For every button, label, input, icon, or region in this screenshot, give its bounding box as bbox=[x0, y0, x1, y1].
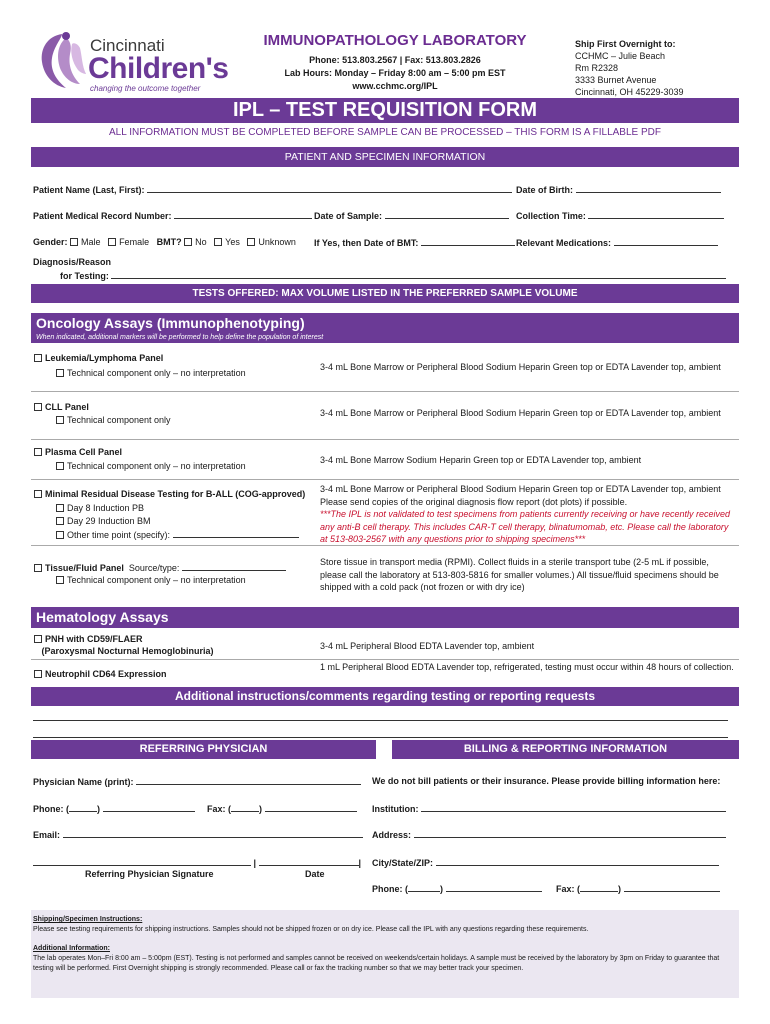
sample-requirements: 3-4 mL Bone Marrow Sodium Heparin Green top or EDTA Lavender top, ambient bbox=[320, 455, 642, 465]
billing-heading: BILLING & REPORTING INFORMATION bbox=[392, 740, 739, 759]
shipping-address-block bbox=[575, 38, 755, 98]
sign-date-input[interactable] bbox=[259, 857, 359, 866]
test-name: Tissue/Fluid Panel bbox=[45, 563, 124, 573]
additional-info-heading: Additional Information: bbox=[33, 945, 110, 952]
date-label: Date bbox=[305, 869, 325, 879]
gender-bmt-row bbox=[33, 237, 296, 247]
referring-physician-heading: REFERRING PHYSICIAN bbox=[31, 740, 376, 759]
date-of-sample-label: Date of Sample: bbox=[314, 211, 383, 221]
option-day8[interactable] bbox=[56, 503, 144, 513]
date-of-sample-field[interactable] bbox=[314, 210, 509, 221]
signature-label: Referring Physician Signature bbox=[85, 869, 214, 879]
female-label: Female bbox=[119, 237, 150, 247]
test-row bbox=[31, 481, 739, 546]
option-label: Technical component only – no interpretation bbox=[67, 368, 246, 378]
hematology-section-bar bbox=[31, 607, 739, 628]
institution-field[interactable] bbox=[372, 803, 726, 814]
checkbox-icon[interactable] bbox=[56, 576, 64, 584]
diagnosis-label-1: Diagnosis/Reason bbox=[33, 257, 112, 267]
mrn-field[interactable] bbox=[33, 210, 312, 221]
test-row bbox=[31, 348, 739, 392]
cincinnati-childrens-logo bbox=[36, 30, 229, 94]
test-name-sub: (Paroxysmal Nocturnal Hemoglobinuria) bbox=[41, 646, 214, 656]
gender-label: Gender: bbox=[33, 237, 68, 247]
mrd-warning: ***The IPL is not validated to test specimens from patients currently receiving or have recently received any anti-B cell therapy. This includes CAR-T cell therapy, blinatumomab, etc. Please call the laboratory at 513-803-2567 with any questions prior to shipping specimens*** bbox=[320, 509, 731, 544]
additional-info-text: The lab operates Mon–Fri 8:00 am – 5:00pm (EST). Testing is not performed and samples cannot be received on weekends/certain holidays. A sample must be received by the laboratory by 3pm on Friday to guarantee that testing will be performed. First Overnight shipping is strongly recommended. Please call or fax the tracking number so that we may better track your specimen. bbox=[33, 955, 720, 972]
sample-requirements bbox=[320, 483, 735, 546]
medications-input[interactable] bbox=[614, 237, 718, 246]
diagnosis-input[interactable] bbox=[111, 270, 726, 279]
option-technical-only[interactable] bbox=[56, 575, 246, 585]
checkbox-icon[interactable] bbox=[34, 490, 42, 498]
city-input[interactable] bbox=[436, 857, 719, 866]
test-plasma-cell-panel[interactable] bbox=[34, 447, 122, 457]
patient-name-input[interactable] bbox=[147, 184, 512, 193]
checkbox-icon[interactable] bbox=[56, 531, 64, 539]
option-other-time[interactable] bbox=[56, 529, 299, 540]
lab-website[interactable]: www.cchmc.org/IPL bbox=[352, 81, 438, 91]
tests-offered-heading: TESTS OFFERED: MAX VOLUME LISTED IN THE PREFERRED SAMPLE VOLUME bbox=[31, 284, 739, 303]
email-input[interactable] bbox=[63, 829, 363, 838]
other-time-input[interactable] bbox=[173, 529, 299, 538]
test-row bbox=[31, 661, 739, 686]
option-label: Day 29 Induction BM bbox=[67, 516, 151, 526]
mrn-input[interactable] bbox=[174, 210, 312, 219]
email-label: Email: bbox=[33, 830, 61, 840]
ship-title: Ship First Overnight to: bbox=[575, 39, 676, 49]
checkbox-icon[interactable] bbox=[34, 354, 42, 362]
mrn-label: Patient Medical Record Number: bbox=[33, 211, 172, 221]
sample-requirements: 3-4 mL Bone Marrow or Peripheral Blood Sodium Heparin Green top or EDTA Lavender top, ambient bbox=[320, 408, 721, 418]
collection-time-label: Collection Time: bbox=[516, 211, 586, 221]
signature-input[interactable] bbox=[33, 857, 251, 866]
dob-field[interactable] bbox=[516, 184, 721, 195]
checkbox-icon[interactable] bbox=[56, 504, 64, 512]
sample-requirements: 3-4 mL Bone Marrow or Peripheral Blood Sodium Heparin Green top or EDTA Lavender top, ambient bbox=[320, 362, 721, 372]
test-row bbox=[31, 393, 739, 440]
test-row bbox=[31, 630, 739, 660]
option-technical-only[interactable] bbox=[56, 368, 246, 378]
option-technical-only[interactable] bbox=[56, 415, 171, 425]
test-leukemia-lymphoma[interactable] bbox=[34, 353, 163, 363]
test-cll-panel[interactable] bbox=[34, 402, 89, 412]
checkbox-icon[interactable] bbox=[108, 238, 116, 246]
ship-line: 3333 Burnet Avenue bbox=[575, 75, 657, 85]
shipping-text: Please see testing requirements for shipping instructions. Samples should not be shipped frozen or on dry ice. Please call the IPL with any questions regarding these requirements. bbox=[33, 926, 589, 933]
lab-phone-fax: Phone: 513.803.2567 | Fax: 513.803.2826 bbox=[309, 55, 481, 65]
city-label: City/State/ZIP: bbox=[372, 858, 434, 868]
checkbox-icon[interactable] bbox=[34, 564, 42, 572]
comments-line-2[interactable] bbox=[33, 737, 728, 738]
test-neutrophil-cd64[interactable] bbox=[34, 669, 167, 679]
billing-phone-field[interactable]: Phone: ( ) bbox=[372, 883, 542, 894]
medications-label: Relevant Medications: bbox=[516, 238, 612, 248]
phone-input[interactable] bbox=[446, 883, 542, 892]
bmt-yes-label: Yes bbox=[225, 237, 240, 247]
bmt-date-field[interactable] bbox=[314, 237, 515, 248]
city-field[interactable] bbox=[372, 857, 719, 868]
option-label: Day 8 Induction PB bbox=[67, 503, 145, 513]
patient-name-field[interactable] bbox=[33, 184, 512, 195]
oncology-section-bar bbox=[31, 313, 739, 334]
source-label: Source/type: bbox=[128, 563, 180, 573]
patient-name-label: Patient Name (Last, First): bbox=[33, 185, 145, 195]
address-field[interactable] bbox=[372, 829, 726, 840]
bmt-no-label: No bbox=[195, 237, 207, 247]
hematology-heading: Hematology Assays bbox=[36, 609, 169, 625]
test-tissue-fluid[interactable] bbox=[34, 562, 286, 573]
collection-time-field[interactable] bbox=[516, 210, 724, 221]
option-technical-only[interactable] bbox=[56, 461, 246, 471]
test-row bbox=[31, 441, 739, 480]
male-label: Male bbox=[81, 237, 101, 247]
billing-fax-field[interactable]: Fax: ( ) bbox=[556, 883, 720, 894]
test-row bbox=[31, 547, 739, 599]
area-code-input[interactable] bbox=[69, 803, 97, 812]
form-title: IPL – TEST REQUISITION FORM bbox=[31, 98, 739, 123]
diagnosis-label-2: for Testing: bbox=[60, 271, 109, 281]
bmt-unknown-label: Unknown bbox=[258, 237, 296, 247]
checkbox-icon[interactable] bbox=[56, 369, 64, 377]
date-of-sample-input[interactable] bbox=[385, 210, 509, 219]
signature-date-row[interactable]: | | bbox=[33, 857, 361, 868]
fax-input[interactable] bbox=[624, 883, 720, 892]
logo-text-childrens: Children's bbox=[88, 52, 229, 85]
footer-info bbox=[31, 910, 739, 998]
checkbox-icon[interactable] bbox=[34, 635, 42, 643]
checkbox-icon[interactable] bbox=[56, 517, 64, 525]
checkbox-icon[interactable] bbox=[247, 238, 255, 246]
oncology-heading: Oncology Assays (Immunophenotyping) bbox=[36, 315, 305, 331]
bmt-date-input[interactable] bbox=[421, 237, 515, 246]
checkbox-icon[interactable] bbox=[34, 670, 42, 678]
ship-line: Rm R2328 bbox=[575, 63, 619, 73]
medications-field[interactable] bbox=[516, 237, 718, 248]
option-label: Technical component only – no interpretation bbox=[67, 461, 246, 471]
sample-requirements: Store tissue in transport media (RPMI). Collect fluids in a sterile transport tube (2-5 mL if possible, please call the laboratory at 513-803-5816 for smaller volumes.) All tissue/fluid specimens should be shipped with a cold pack (not frozen or with dry ice) bbox=[320, 557, 719, 592]
institution-input[interactable] bbox=[421, 803, 726, 812]
checkbox-icon[interactable] bbox=[214, 238, 222, 246]
dob-input[interactable] bbox=[576, 184, 721, 193]
institution-label: Institution: bbox=[372, 804, 419, 814]
checkbox-icon[interactable] bbox=[56, 416, 64, 424]
test-name: CLL Panel bbox=[45, 402, 89, 412]
patient-section-heading: PATIENT AND SPECIMEN INFORMATION bbox=[31, 147, 739, 167]
phone-label: Phone: bbox=[33, 804, 64, 814]
additional-instructions-heading: Additional instructions/comments regarding testing or reporting requests bbox=[31, 687, 739, 706]
fax-input[interactable] bbox=[265, 803, 357, 812]
test-name: Plasma Cell Panel bbox=[45, 447, 123, 457]
checkbox-icon[interactable] bbox=[34, 448, 42, 456]
bmt-label: BMT? bbox=[156, 237, 182, 247]
collection-time-input[interactable] bbox=[588, 210, 724, 219]
test-name: Neutrophil CD64 Expression bbox=[45, 669, 167, 679]
lab-title: IMMUNOPATHOLOGY LABORATORY bbox=[263, 32, 527, 49]
area-code-input[interactable] bbox=[231, 803, 259, 812]
shipping-heading: Shipping/Specimen Instructions: bbox=[33, 916, 143, 923]
physician-email-field[interactable] bbox=[33, 829, 363, 840]
dob-label: Date of Birth: bbox=[516, 185, 573, 195]
fax-label: Fax: bbox=[556, 884, 575, 894]
option-label: Other time point (specify): bbox=[67, 530, 171, 540]
sample-requirements: 3-4 mL Peripheral Blood EDTA Lavender top, ambient bbox=[320, 641, 535, 651]
logo-text-cincinnati: Cincinnati bbox=[90, 36, 165, 55]
logo-tagline: changing the outcome together bbox=[90, 84, 201, 93]
address-input[interactable] bbox=[414, 829, 726, 838]
diagnosis-field[interactable] bbox=[60, 270, 726, 281]
option-label: Technical component only – no interpretation bbox=[67, 575, 246, 585]
option-day29[interactable] bbox=[56, 516, 151, 526]
checkbox-icon[interactable] bbox=[70, 238, 78, 246]
ship-line: Cincinnati, OH 45229-3039 bbox=[575, 87, 684, 97]
test-mrd-ball[interactable] bbox=[34, 489, 305, 499]
mrd-sample-text: 3-4 mL Bone Marrow or Peripheral Blood Sodium Heparin Green top or EDTA Lavender top, ambient bbox=[320, 484, 721, 494]
address-label: Address: bbox=[372, 830, 412, 840]
physician-phone-field[interactable]: Phone: ( ) bbox=[33, 803, 195, 814]
physician-name-label: Physician Name (print): bbox=[33, 777, 134, 787]
sample-requirements: 1 mL Peripheral Blood EDTA Lavender top, refrigerated, testing must occur within 48 hours of collection. bbox=[320, 662, 734, 672]
test-name: Minimal Residual Disease Testing for B-ALL (COG-approved) bbox=[45, 489, 306, 499]
test-name: Leukemia/Lymphoma Panel bbox=[45, 353, 164, 363]
logo-figures-icon bbox=[36, 30, 88, 92]
fax-label: Fax: bbox=[207, 804, 226, 814]
fillable-notice: ALL INFORMATION MUST BE COMPLETED BEFORE SAMPLE CAN BE PROCESSED – THIS FORM IS A FILLABLE PDF bbox=[109, 127, 661, 138]
area-code-input[interactable] bbox=[408, 883, 440, 892]
test-name: PNH with CD59/FLAER bbox=[45, 634, 143, 644]
physician-name-input[interactable] bbox=[136, 776, 361, 785]
area-code-input[interactable] bbox=[580, 883, 618, 892]
source-input[interactable] bbox=[182, 562, 286, 571]
mrd-report-note: Please send copies of the original diagnosis flow report (dot plots) if possible. bbox=[320, 496, 628, 507]
comments-line-1[interactable] bbox=[33, 720, 728, 721]
checkbox-icon[interactable] bbox=[184, 238, 192, 246]
billing-note: We do not bill patients or their insurance. Please provide billing information here: bbox=[372, 776, 721, 786]
lab-contact-block bbox=[250, 32, 540, 91]
checkbox-icon[interactable] bbox=[56, 462, 64, 470]
phone-label: Phone: bbox=[372, 884, 403, 894]
bmt-date-label: If Yes, then Date of BMT: bbox=[314, 238, 419, 248]
oncology-note: When indicated, additional markers will be performed to help define the population of interest bbox=[31, 333, 739, 343]
checkbox-icon[interactable] bbox=[34, 403, 42, 411]
test-pnh[interactable] bbox=[34, 633, 214, 657]
lab-hours: Lab Hours: Monday – Friday 8:00 am – 5:00 pm EST bbox=[284, 68, 506, 78]
ship-line: CCHMC – Julie Beach bbox=[575, 51, 666, 61]
physician-name-field[interactable] bbox=[33, 776, 361, 787]
physician-fax-field[interactable]: Fax: ( ) bbox=[207, 803, 357, 814]
option-label: Technical component only bbox=[67, 415, 171, 425]
phone-input[interactable] bbox=[103, 803, 195, 812]
